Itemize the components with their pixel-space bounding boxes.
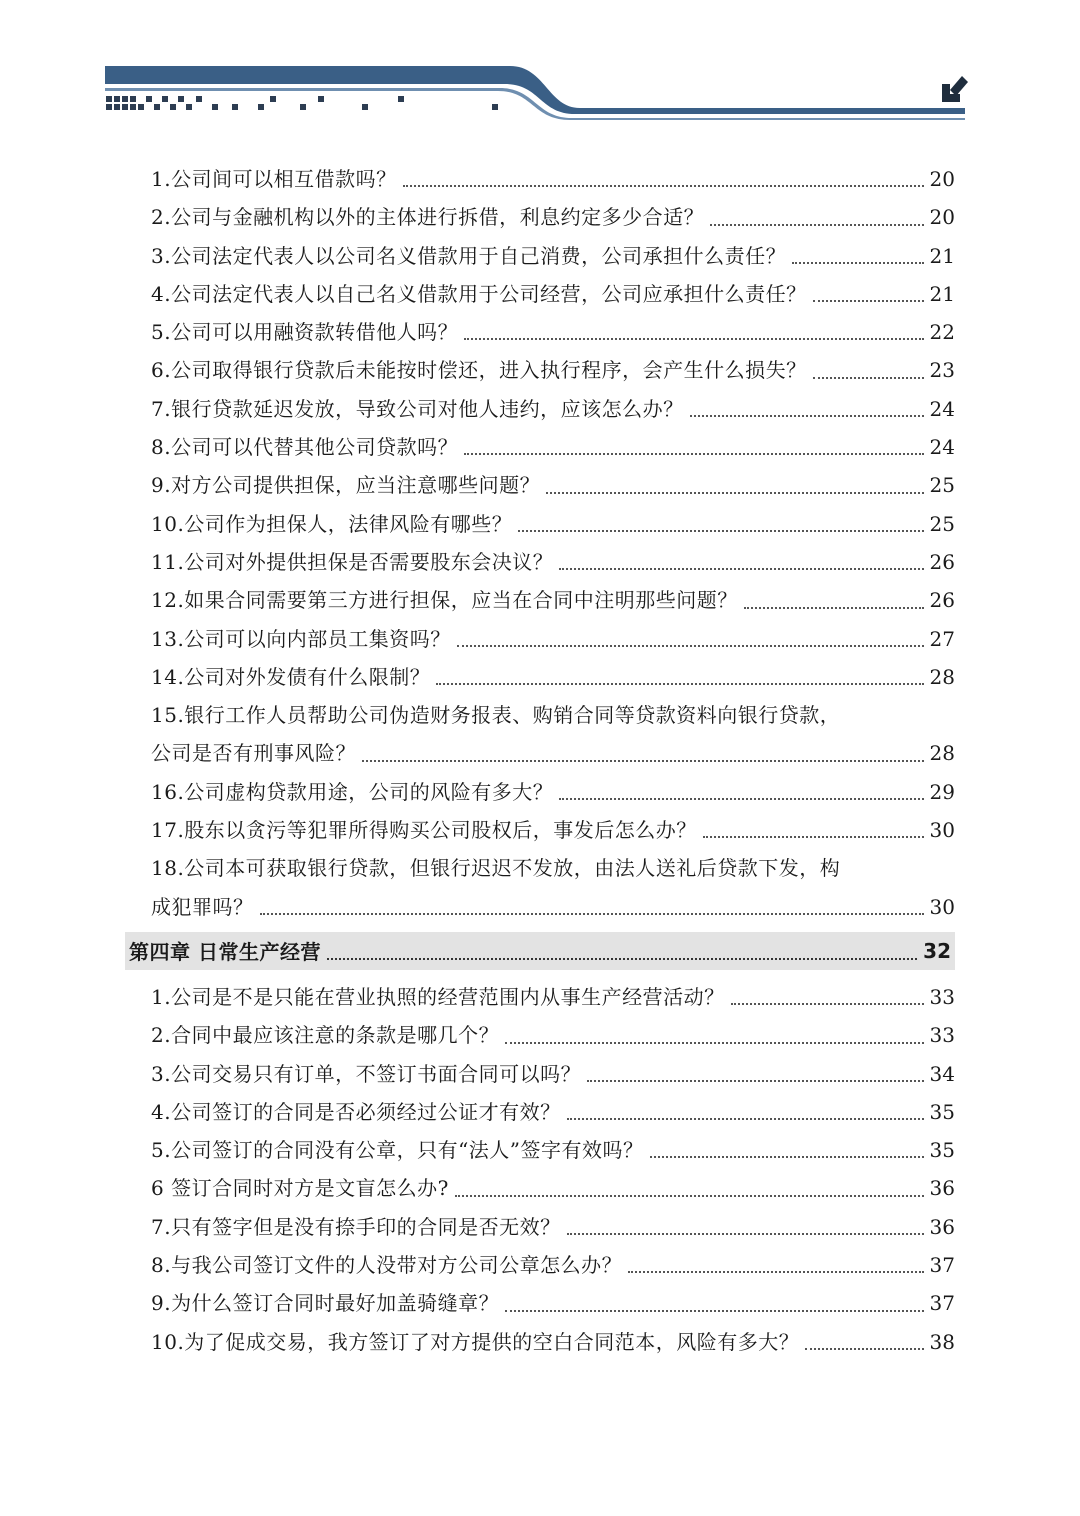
toc-entry-title-line2: 成犯罪吗？ <box>151 894 254 919</box>
toc-page-number: 35 <box>929 1099 955 1124</box>
toc-entry[interactable] <box>125 466 955 504</box>
toc-entry-title: 1.公司是不是只能在营业执照的经营范围内从事生产经营活动？ <box>151 984 725 1009</box>
toc-entry-title: 12.如果合同需要第三方进行担保，应当在合同中注明那些问题？ <box>151 588 738 613</box>
toc-entry-title: 3.公司交易只有订单，不签订书面合同可以吗？ <box>151 1061 582 1086</box>
dot-leader <box>567 1232 924 1235</box>
toc-entry-title: 5.公司可以用融资款转借他人吗？ <box>151 320 459 345</box>
toc-entry[interactable] <box>125 1284 955 1322</box>
toc-entry[interactable] <box>125 198 955 236</box>
dot-leader <box>403 184 924 187</box>
toc-entry[interactable] <box>125 313 955 351</box>
toc-page-number: 34 <box>929 1061 955 1086</box>
toc-entry-title: 11.公司对外提供担保是否需要股东会决议？ <box>151 549 554 574</box>
toc-entry[interactable] <box>125 773 955 811</box>
toc-entry-title: 14.公司对外发债有什么限制？ <box>151 664 431 689</box>
toc-entry[interactable] <box>125 658 955 696</box>
toc-entry[interactable] <box>125 1093 955 1131</box>
toc-entry[interactable] <box>125 237 955 275</box>
page-header-decoration <box>0 0 1080 140</box>
dot-leader <box>464 452 923 455</box>
toc-entry[interactable] <box>125 1208 955 1246</box>
toc-page-number: 29 <box>929 779 955 804</box>
dot-leader <box>710 223 923 226</box>
toc-entry-title: 7.只有签字但是没有捺手印的合同是否无效？ <box>151 1214 561 1239</box>
toc-entry[interactable] <box>125 351 955 389</box>
toc-entry[interactable] <box>125 811 955 849</box>
toc-page-number: 26 <box>929 588 955 613</box>
toc-page-number: 26 <box>929 549 955 574</box>
toc-entry[interactable] <box>125 1016 955 1054</box>
toc-entry[interactable] <box>125 581 955 619</box>
toc-entry-title: 2.公司与金融机构以外的主体进行拆借，利息约定多少合适？ <box>151 205 705 230</box>
dot-leader <box>744 606 924 609</box>
dot-leader <box>567 1117 924 1120</box>
toc-page-number: 27 <box>929 626 955 651</box>
toc-entry-title: 9.对方公司提供担保，应当注意哪些问题？ <box>151 473 541 498</box>
toc-entry-title: 10.公司作为担保人，法律风险有哪些？ <box>151 511 513 536</box>
dot-leader <box>327 957 917 960</box>
dot-leader <box>457 644 924 647</box>
dot-leader <box>650 1155 924 1158</box>
dot-leader <box>792 261 923 264</box>
dot-leader <box>362 759 924 762</box>
toc-page-number: 25 <box>929 511 955 536</box>
dot-leader <box>813 376 924 379</box>
toc-entry-title: 4.公司法定代表人以自己名义借款用于公司经营，公司应承担什么责任？ <box>151 281 807 306</box>
toc-entry[interactable] <box>125 1246 955 1284</box>
toc-entry-title: 6 签订合同时对方是文盲怎么办? <box>151 1176 449 1201</box>
toc-page-number: 37 <box>929 1291 955 1316</box>
toc-entry[interactable] <box>125 543 955 581</box>
toc-entry-title: 4.公司签订的合同是否必须经过公证才有效？ <box>151 1099 561 1124</box>
toc-entry-title: 9.为什么签订合同时最好加盖骑缝章？ <box>151 1291 500 1316</box>
toc-page-number: 37 <box>929 1253 955 1278</box>
toc-entry-title: 2.合同中最应该注意的条款是哪几个？ <box>151 1023 500 1048</box>
dot-leader <box>260 912 924 915</box>
dot-leader <box>690 414 924 417</box>
toc-entry[interactable] <box>125 620 955 658</box>
toc-entry[interactable] <box>125 1131 955 1169</box>
chapter-title: 第四章 日常生产经营 <box>129 940 321 965</box>
toc-entry-title-line2: 公司是否有刑事风险？ <box>151 741 356 766</box>
toc-entry-title: 7.银行贷款延迟发放，导致公司对他人违约，应该怎么办？ <box>151 396 684 421</box>
toc-page-number: 23 <box>929 358 955 383</box>
toc-page-number: 36 <box>929 1214 955 1239</box>
toc-entry-title: 13.公司可以向内部员工集资吗？ <box>151 626 451 651</box>
toc-page-number: 33 <box>929 984 955 1009</box>
toc-page-number: 36 <box>929 1176 955 1201</box>
toc-entry-title: 8.公司可以代替其他公司贷款吗？ <box>151 435 459 460</box>
toc-entry[interactable] <box>125 696 955 773</box>
toc-entry[interactable] <box>125 1169 955 1207</box>
toc-page-number: 22 <box>929 320 955 345</box>
toc-entry[interactable] <box>125 505 955 543</box>
toc-page-number: 21 <box>929 281 955 306</box>
toc-page-number: 20 <box>929 167 955 191</box>
toc-page-number: 24 <box>929 396 955 421</box>
toc-entry-title: 8.与我公司签订文件的人没带对方公司公章怎么办？ <box>151 1253 623 1278</box>
toc-entry-title: 3.公司法定代表人以公司名义借款用于自己消费，公司承担什么责任？ <box>151 243 787 268</box>
toc-entry-title: 5.公司签订的合同没有公章，只有“法人”签字有效吗？ <box>151 1138 644 1163</box>
toc-section-a <box>125 160 955 926</box>
toc-entry[interactable] <box>125 1323 955 1361</box>
dot-leader <box>628 1270 923 1273</box>
dot-leader <box>703 835 924 838</box>
dot-leader <box>455 1194 924 1197</box>
toc-entry-title: 10.为了促成交易，我方签订了对方提供的空白合同范本，风险有多大？ <box>151 1329 800 1354</box>
toc-entry-title: 1.公司间可以相互借款吗？ <box>151 167 397 191</box>
toc-page-number: 28 <box>929 741 955 766</box>
dot-leader <box>587 1079 923 1082</box>
toc-page-number: 21 <box>929 243 955 268</box>
toc-chapter-heading[interactable] <box>125 932 955 970</box>
toc-entry-title: 16.公司虚构贷款用途，公司的风险有多大？ <box>151 779 554 804</box>
dot-leader <box>731 1002 924 1005</box>
dot-leader <box>518 529 923 532</box>
toc-page-number: 24 <box>929 435 955 460</box>
dot-leader <box>559 567 923 570</box>
dot-leader <box>505 1309 923 1312</box>
toc-page-number: 30 <box>929 818 955 843</box>
toc-entry[interactable] <box>125 978 955 1016</box>
toc-entry[interactable] <box>125 428 955 466</box>
toc-entry[interactable] <box>125 1055 955 1093</box>
toc-entry[interactable] <box>125 849 955 926</box>
toc-page-number: 20 <box>929 205 955 230</box>
toc-entry[interactable] <box>125 390 955 428</box>
dot-leader <box>505 1041 923 1044</box>
dot-leader <box>805 1347 923 1350</box>
toc-entry[interactable] <box>125 275 955 313</box>
arrow-down-left-icon <box>942 76 968 102</box>
toc-section-b <box>125 978 955 1361</box>
toc-page-number: 35 <box>929 1138 955 1163</box>
toc-entry-title-line1: 18.公司本可获取银行贷款，但银行迟迟不发放，由法人送礼后贷款下发，构 <box>151 856 841 881</box>
chapter-page-number: 32 <box>923 938 951 963</box>
dot-leader <box>436 682 923 685</box>
toc-entry[interactable] <box>125 160 955 198</box>
toc-entry-title: 6.公司取得银行贷款后未能按时偿还，进入执行程序，会产生什么损失？ <box>151 358 807 383</box>
toc-page-number: 25 <box>929 473 955 498</box>
header-pixel-squares <box>106 96 498 110</box>
toc-entry-title: 17.股东以贪污等犯罪所得购买公司股权后，事发后怎么办？ <box>151 818 697 843</box>
toc-page-number: 28 <box>929 664 955 689</box>
dot-leader <box>559 797 923 800</box>
toc-page-number: 33 <box>929 1023 955 1048</box>
dot-leader <box>546 491 923 494</box>
toc-entry-title-line1: 15.银行工作人员帮助公司伪造财务报表、购销合同等贷款资料向银行贷款， <box>151 703 841 728</box>
toc-page-number: 38 <box>929 1329 955 1354</box>
dot-leader <box>813 299 924 302</box>
table-of-contents <box>125 160 955 1361</box>
dot-leader <box>464 337 923 340</box>
toc-page-number: 30 <box>929 894 955 919</box>
